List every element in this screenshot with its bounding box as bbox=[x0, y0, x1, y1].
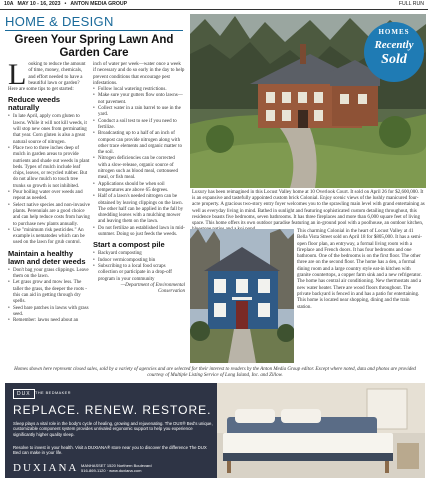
list-item: • Make sure your gutters flow onto lawns—not pavement. bbox=[93, 93, 185, 106]
list-item: • Backyard composting bbox=[93, 251, 185, 257]
subhead-compost: Start a compost pile bbox=[93, 240, 165, 250]
ad-headline: REPLACE. RENEW. RESTORE. bbox=[13, 403, 212, 417]
list-item: • Nitrogen deficiencies can be corrected with a slow-release, organic source of nitrogen such as blood meal, cottonseed meal, or fish meal. bbox=[93, 156, 185, 181]
list-item: • Conduct a soil test to see if you need to fertilize. bbox=[93, 119, 185, 132]
ad-body-2: Resolve to invest in your health. Visit a DUXIANA® store near you to discover the difference The DUX Bed can make in your life. bbox=[13, 445, 207, 456]
article-intro: ooking to reduce the amount of time, money, chemicals, and effort needed to have a beautiful lawn or garden? Here are some tips to get started: bbox=[8, 62, 86, 93]
list-item: • Let grass grow and mow less. The taller the grass, the deeper the roots - this can aid in getting through dry spells. bbox=[8, 280, 90, 305]
list-item: • Follow local watering restrictions. bbox=[93, 87, 185, 93]
article-continuation: inch of water per week—water once a week if necessary and do so early in the day to help prevent conditions that encourage pest infestations. bbox=[93, 62, 185, 86]
list-item: • Subscribing to a local food scraps collection or participate in a drop-off program in your community bbox=[93, 264, 185, 283]
drop-cap: L bbox=[8, 58, 27, 91]
article-column-1 bbox=[8, 58, 90, 324]
issue-date: MAY 10 - 16, 2023 bbox=[17, 1, 61, 7]
list-item: • Place two to three inches deep of mulch in garden areas to provide nutrients and shade out weeds in plant beds. Types of mulch include leaf chips, leaves, or recycled rubber. But do not allow mulch to touch tree trunks so growth is not inhibited. bbox=[8, 146, 90, 190]
ad-body-1: Sleep plays a vital role in the body's cycle of healing, growing and rejuvenating. The DUX® Bed's unique, customizable component system provides unrivaled ergonomic support to help you experience significantly higher quality sleep. bbox=[13, 421, 213, 437]
list-item: • Remember: lawns need about an bbox=[8, 318, 90, 324]
list-item: • Half of a lawn's needed nitrogen can be obtained by leaving clippings on the lawn. The other half can be applied in the fall by shredding leaves with a mulching mower and leaving them on the lawn. bbox=[93, 194, 185, 225]
house-photo-bella-vista bbox=[190, 229, 294, 363]
listing-caption-overlook-court: Luxury has been reimagined in this Locust Valley home at 10 Overlook Court. It sold on April 26 for $2,600,000. It is an expansive and tastefully appointed custom brick Colonial. Enjoy scenic views of the lushly manicured four-acre property. A gracious two-story entry foyer welcomes you to the sprawling main level with grand entertaining as well as everyday living in mind. Bathed in sunlight and featuring sophisticated custom detailing throughout, this residence boasts five bedrooms, seven bathrooms. It has three fireplaces and more than 6,000 square feet of living space. This home offers its own outdoor paradise featuring an in-ground pool with a poolhouse, an outdoor kitchen, bbox=[192, 190, 425, 227]
duxiana-logo: DUXIANA bbox=[13, 462, 79, 474]
list-item: • Pour boiling water over weeds and repeat as needed. bbox=[8, 190, 90, 203]
ad-byline: THE BEDMAKER bbox=[35, 391, 71, 395]
edition-label: FULL RUN bbox=[398, 1, 424, 7]
duxiana-advertisement[interactable] bbox=[5, 383, 425, 478]
list-item: • Seed bare patches in lawns with grass seed. bbox=[8, 306, 90, 319]
dux-logo: DUX bbox=[13, 389, 35, 399]
homes-recently-sold-badge bbox=[364, 22, 424, 82]
badge-line-recently: Recently bbox=[374, 39, 414, 51]
list-item: • Use "minimum risk pesticides." An example is nematodes which can be used on the lawn for grub control. bbox=[8, 228, 90, 247]
list-item: • Broadcasting up to a half of an inch of compost can provide nitrogen along with other trace elements and organic matter to the soil. bbox=[93, 131, 185, 156]
list-item: • Do not fertilize an established lawn in mid-summer. Doing so just feeds the weeds. bbox=[93, 226, 185, 239]
store-contact: 516-869-1120 · www.duxiana.com bbox=[81, 468, 142, 473]
bed-photo bbox=[217, 383, 425, 478]
article-headline: Green Your Spring Lawn And Garden Care bbox=[14, 34, 174, 59]
list-item: • Collect water in a rain barrel to use in the yard. bbox=[93, 106, 185, 119]
house-photo-illustration-2 bbox=[190, 229, 294, 363]
list-item: • Don't bag your grass clippings. Leave them on the lawn. bbox=[8, 268, 90, 281]
article-credit-line-2: Conservation bbox=[158, 289, 185, 295]
section-rule bbox=[5, 30, 183, 31]
sales-disclaimer: Homes shown here represent closed sales, sold by a variety of agencies and are selected for their interest to readers by the Anton Media Group editor. Except where noted, data and photos are provided courtesy of Multiple Listing Service of Long Island, Inc. and Zillow. bbox=[14, 367, 416, 378]
badge-line-homes: HOMES bbox=[378, 28, 410, 36]
list-item: • Applications should be when soil temperatures are above 65 degrees. bbox=[93, 182, 185, 195]
store-info bbox=[81, 463, 152, 473]
article-column-2 bbox=[93, 62, 185, 295]
page-number: 10A bbox=[4, 1, 14, 7]
subhead-maintain-lawn: Maintain a healthy lawn and deter weeds bbox=[8, 248, 86, 266]
badge-line-sold: Sold bbox=[381, 52, 407, 67]
page-header bbox=[0, 0, 428, 10]
list-item: • Select native species and non-invasive plants. Perennials are a good choice and can help reduce costs from having to purchase new plants annually. bbox=[8, 203, 90, 228]
subhead-reduce-weeds: Reduce weeds naturally bbox=[8, 95, 61, 113]
list-item: • In late April, apply corn gluten to lawns. While it will not kill weeds, it will stop new ones from germinating that year. Corn gluten is also a great natural source of nitrogen. bbox=[8, 114, 90, 145]
listing-caption-bella-vista: This charming Colonial in the heart of Locust Valley at 41 Bella Vista Street sold on April 18 for $805,000. It has a semi-open floor plan, an entryway, a formal living room with a fireplace and French doors. It has four bedrooms and one bathroom. One of the bedrooms is on the first floor. The other three are on the second floor. The home has a den, a formal dining room and a large country style eat-in kitchen with granite countertops, a copper farm sink and a new refrigerator. The home has central air conditioning. New thermostats and a new water heater. There are wood floors throughout. The private backyard is fenced in and has a patio for entertaining. This home is located near shopping, dining and the train station. bbox=[297, 229, 422, 310]
store-address: MANHASSET 1520 Northern Boulevard bbox=[81, 463, 152, 468]
header-separator: • bbox=[64, 1, 67, 7]
header-left bbox=[4, 1, 131, 7]
section-title: HOME & DESIGN bbox=[5, 14, 114, 29]
publisher-name: ANTON MEDIA GROUP bbox=[70, 1, 128, 7]
article-credit-line-1: —Department of Environmental bbox=[120, 282, 185, 288]
list-item: • Indoor vermicomposting bin bbox=[93, 258, 185, 264]
